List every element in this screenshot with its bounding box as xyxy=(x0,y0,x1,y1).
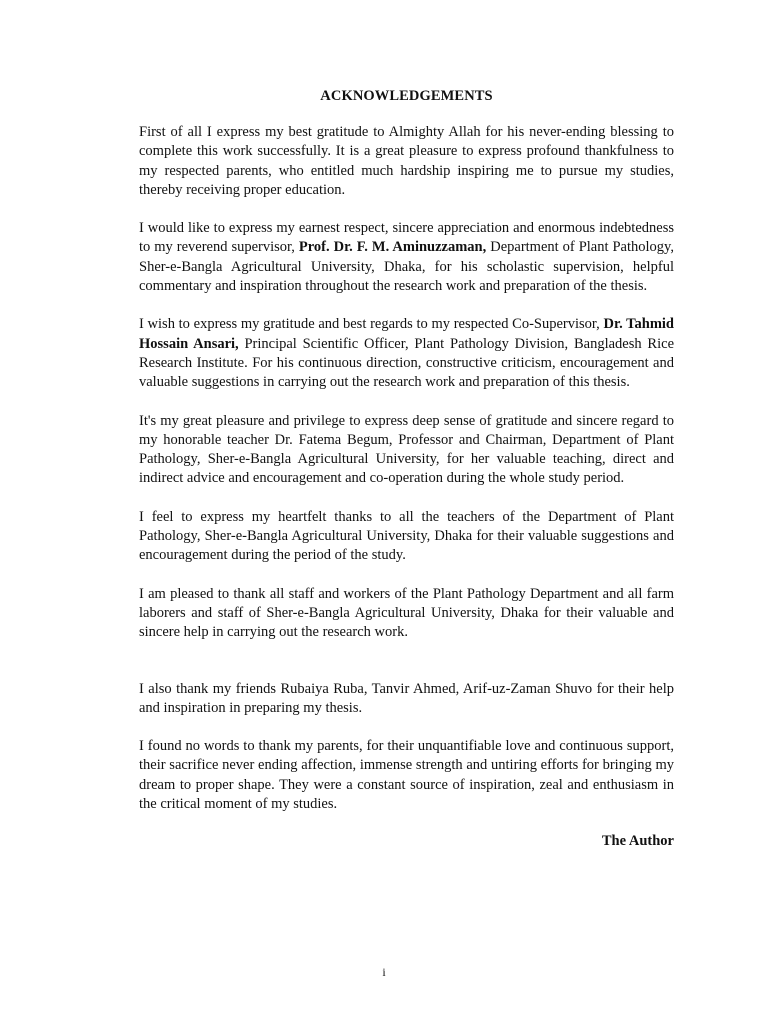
paragraph-teachers: I feel to express my heartfelt thanks to all the teachers of the Department of Plant Pathology, Sher-e-Bangla Agricultural University, Dhaka for their valuable suggestions and encouragement during the period of the study. xyxy=(139,508,674,564)
supervisor-name: Prof. Dr. F. M. Aminuzzaman, xyxy=(298,239,487,256)
paragraph-supervisor xyxy=(139,219,674,296)
paragraph-co-supervisor xyxy=(139,315,674,392)
paragraph-gratitude-allah: First of all I express my best gratitude to Almighty Allah for his never-ending blessing to complete this work successfully. It is a great pleasure to express profound thankfulness to my respected parents, who entitled much hardship inspiring me to pursue my studies, thereby receiving proper education. xyxy=(139,124,674,198)
paragraph-co-supervisor-intro: I wish to express my gratitude and best regards to my respected Co-Supervisor, xyxy=(139,316,604,333)
document-body xyxy=(139,87,674,851)
paragraph-supervisor-intro: I would like to express my earnest respect, sincere appreciation and enormous indebtedness to my reverend supervisor, xyxy=(139,220,674,256)
paragraph-chairman: It's my great pleasure and privilege to express deep sense of gratitude and sincere regard to my honorable teacher Dr. Fatema Begum, Professor and Chairman, Department of Plant Pathology, Sher-e-Bangla Agricultural University, for her valuable teaching, direct and indirect advice and encouragement and co-operation during the whole study period. xyxy=(139,412,674,487)
page-title: ACKNOWLEDGEMENTS xyxy=(320,88,493,104)
page-number: i xyxy=(382,965,386,979)
signature: The Author xyxy=(601,833,674,850)
paragraph-supervisor-rest: Department of Plant Pathology, Sher-e-Bangla Agricultural University, Dhaka, for his scholastic supervision, helpful commentary and inspiration throughout the research work and preparation of the thesis. xyxy=(139,239,674,295)
paragraph-co-supervisor-rest: Principal Scientific Officer, Plant Pathology Division, Bangladesh Rice Research Institute. For his continuous direction, constructive criticism, encouragement and valuable suggestions in carrying out the research work and preparation of this thesis. xyxy=(139,335,674,391)
paragraph-friends: I also thank my friends Rubaiya Ruba, Tanvir Ahmed, Arif-uz-Zaman Shuvo for their help and inspiration in preparing my thesis. xyxy=(139,680,674,716)
paragraph-staff: I am pleased to thank all staff and workers of the Plant Pathology Department and all farm laborers and staff of Sher-e-Bangla Agricultural University, Dhaka for their valuable and sincere help in carrying out the research work. xyxy=(139,585,674,641)
paragraph-parents: I found no words to thank my parents, for their unquantifiable love and continuous support, their sacrifice never ending affection, immense strength and untiring efforts for bringing my dream to proper shape. They were a constant source of inspiration, zeal and enthusiasm in the critical moment of my studies. xyxy=(139,738,674,813)
co-supervisor-name: Dr. Tahmid Hossain Ansari, xyxy=(139,316,674,352)
